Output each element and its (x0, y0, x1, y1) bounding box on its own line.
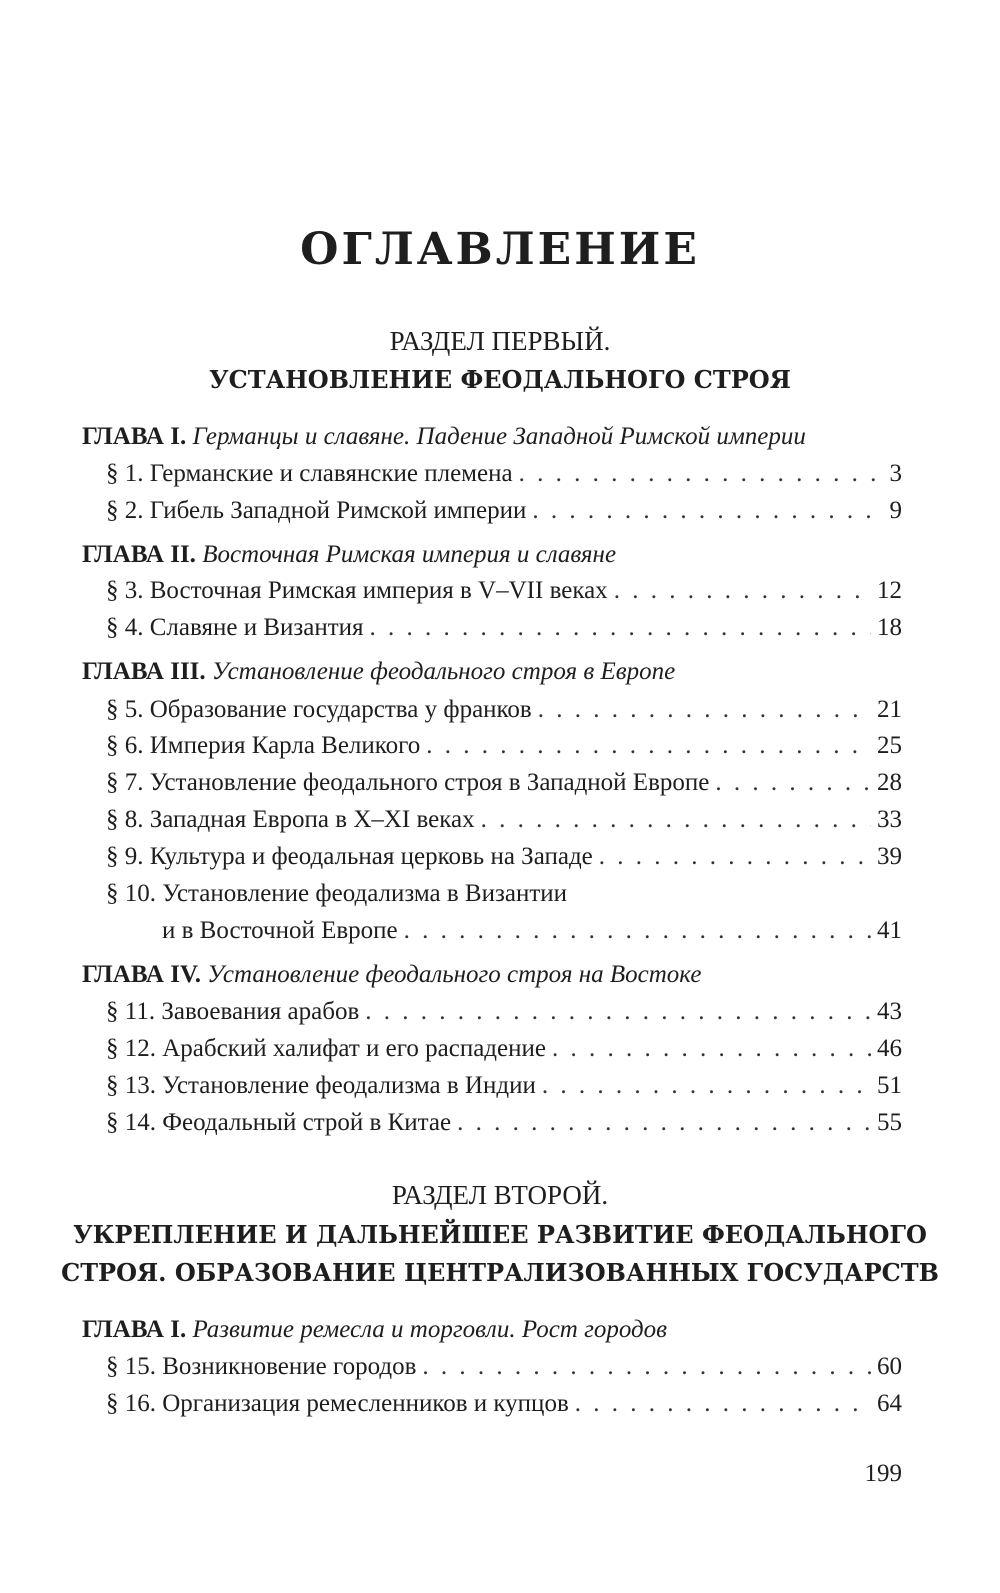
toc-entry[interactable] (106, 1072, 902, 1100)
leader-dots (599, 843, 871, 871)
toc-entry[interactable] (106, 1109, 902, 1137)
chapter-title: Восточная Римская империя и славяне (202, 541, 617, 568)
toc-entry-page: 9 (889, 497, 902, 524)
toc-entry-page: 33 (877, 806, 902, 833)
toc-entry-page: 3 (889, 460, 902, 487)
toc-entry-page: 25 (877, 732, 902, 759)
toc-entry[interactable] (106, 460, 902, 488)
leader-dots (404, 917, 871, 945)
toc-entry-text: § 3. Восточная Римская империя в V–VII веках (106, 577, 608, 604)
leader-dots (538, 696, 871, 724)
toc-entry-text: § 6. Империя Карла Великого (106, 732, 421, 759)
chapter-heading (82, 961, 922, 989)
leader-dots (481, 806, 871, 834)
chapter-number: ГЛАВА II. (82, 541, 196, 568)
toc-entry-page: 41 (877, 917, 902, 944)
leader-dots (422, 1353, 871, 1381)
chapter-number: ГЛАВА IV. (82, 961, 202, 988)
toc-entry-text: § 12. Арабский халифат и его распадение (106, 1035, 546, 1062)
chapter-title: Установление феодального строя в Европе (211, 658, 676, 685)
toc-entry-text: § 2. Гибель Западной Римской империи (106, 497, 527, 524)
toc-entry-page: 55 (877, 1109, 902, 1136)
toc-entry-page: 64 (877, 1390, 902, 1417)
chapter-title: Германцы и славяне. Падение Западной Римской империи (192, 423, 806, 450)
toc-entry-page: 39 (877, 843, 902, 870)
toc-entry-text: § 7. Установление феодального строя в Западной Европе (106, 769, 710, 796)
toc-entry[interactable] (106, 1390, 902, 1418)
toc-entry[interactable] (106, 998, 902, 1026)
toc-entry-text: § 5. Образование государства у франков (106, 696, 532, 723)
toc-entry[interactable] (106, 497, 902, 525)
chapter-number: ГЛАВА I. (82, 423, 187, 450)
section-title-line: УКРЕПЛЕНИЕ И ДАЛЬНЕЙШЕЕ РАЗВИТИЕ ФЕОДАЛЬНОГО (73, 1220, 927, 1249)
chapter-heading (82, 541, 922, 569)
leader-dots (575, 1390, 871, 1418)
toc-entry[interactable] (106, 614, 902, 642)
chapter-heading (82, 423, 922, 451)
toc-entry-text: § 15. Возникновение городов (106, 1353, 417, 1380)
leader-dots (715, 769, 871, 797)
chapter-heading (82, 1316, 922, 1344)
section-label: РАЗДЕЛ ВТОРОЙ. (391, 1180, 609, 1210)
toc-entry-text[interactable]: § 10. Установление феодализма в Византии (106, 880, 568, 907)
toc-entry-text: § 14. Феодальный строй в Китае (106, 1109, 452, 1136)
toc-entry[interactable] (106, 696, 902, 724)
leader-dots (519, 460, 884, 488)
leader-dots (532, 497, 883, 525)
chapter-heading (82, 658, 922, 686)
leader-dots (614, 577, 871, 605)
chapter-number: ГЛАВА I. (82, 1316, 187, 1343)
toc-entry[interactable] (106, 732, 902, 760)
toc-entry-text: § 13. Установление феодализма в Индии (106, 1072, 536, 1099)
leader-dots (542, 1072, 871, 1100)
toc-entry-page: 12 (877, 577, 902, 604)
section-title-line: СТРОЯ. ОБРАЗОВАНИЕ ЦЕНТРАЛИЗОВАННЫХ ГОСУДАРСТВ (61, 1258, 939, 1287)
toc-entry-page: 21 (877, 696, 902, 723)
toc-entry-text-continued: и в Восточной Европе (162, 917, 398, 944)
toc-entry-page: 43 (877, 998, 902, 1025)
leader-dots (365, 998, 871, 1026)
toc-entry-page: 18 (877, 614, 902, 641)
leader-dots (426, 732, 871, 760)
page-number: 199 (864, 1460, 902, 1487)
toc-entry-text: § 9. Культура и феодальная церковь на Западе (106, 843, 593, 870)
toc-entry-page: 60 (877, 1353, 902, 1380)
toc-entry[interactable] (162, 917, 902, 945)
toc-entry[interactable] (106, 806, 902, 834)
toc-entry-text: § 4. Славяне и Византия (106, 614, 364, 641)
toc-entry-text: § 1. Германские и славянские племена (106, 460, 513, 487)
leader-dots (552, 1035, 871, 1063)
toc-entry-text: § 8. Западная Европа в X–XI веках (106, 806, 475, 833)
toc-entry-page: 28 (877, 769, 902, 796)
toc-entry-page: 51 (877, 1072, 902, 1099)
toc-entry[interactable] (106, 769, 902, 797)
toc-entry[interactable] (106, 843, 902, 871)
leader-dots (457, 1109, 871, 1137)
toc-entry[interactable] (106, 577, 902, 605)
section-title: УСТАНОВЛЕНИЕ ФЕОДАЛЬНОГО СТРОЯ (209, 365, 791, 394)
chapter-title: Установление феодального строя на Востоке (207, 961, 702, 988)
leader-dots (370, 614, 871, 642)
toc-entry-text: § 16. Организация ремесленников и купцов (106, 1390, 569, 1417)
page-title: ОГЛАВЛЕНИЕ (300, 224, 700, 275)
toc-entry-text: § 11. Завоевания арабов (106, 998, 360, 1025)
toc-entry[interactable] (106, 1035, 902, 1063)
chapter-title: Развитие ремесла и торговли. Рост городов (192, 1316, 668, 1343)
toc-entry[interactable] (106, 1353, 902, 1381)
section-label: РАЗДЕЛ ПЕРВЫЙ. (389, 326, 611, 356)
chapter-number: ГЛАВА III. (82, 658, 206, 685)
toc-entry-page: 46 (877, 1035, 902, 1062)
